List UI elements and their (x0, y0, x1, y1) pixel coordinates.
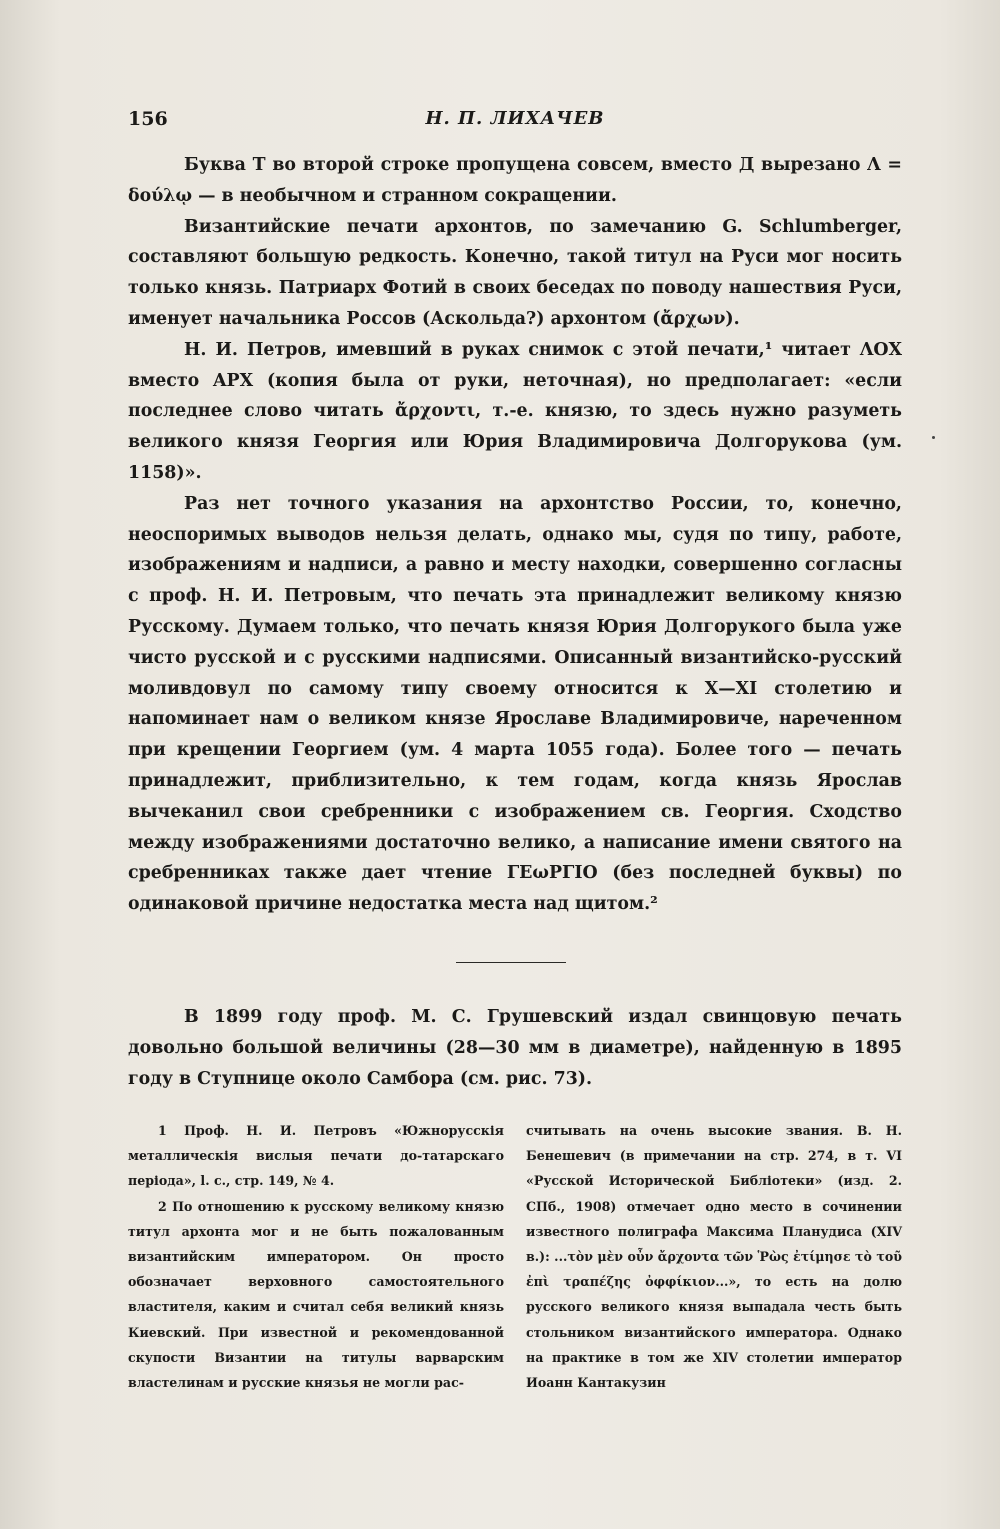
footnote: 1 Проф. Н. И. Петровъ «Южнорусскія металлическія вислыя печати до-татарскаго періода», l. c., стр. 149, № 4. (128, 1123, 504, 1189)
footnotes-right-column (526, 1118, 902, 1395)
footnote-continuation: считывать на очень высокие звания. В. Н. Бенешевич (в примечании на стр. 274, в т. VI «Русской Исторической Библіотеки» (изд. 2. СПб., 1908) отмечает одно место в сочинении известного полиграфа Максима Планудиса (XIV в.): ...τὸν μὲν οὖν ἄρχοντα τῶν Ῥὼς ἐτίμησε τὸ τοῦ ἐπὶ τραπέζης ὀφφίκιον...», то есть на долю русского великого князя выпадала честь быть стольником византийского императора. Однако на практике в том же XIV столетии император Иоанн Кантакузин (526, 1123, 902, 1391)
page-header (128, 108, 902, 136)
paragraph: Византийские печати архонтов, по замечанию G. Schlumberger, составляют большую редкость. Конечно, такой титул на Руси мог носить только князь. Патриарх Фотий в своих беседах по поводу нашествия Руси, именует начальника Россов (Аскольда?) архонтом (ἄρχων). (128, 216, 902, 329)
footnotes (128, 1118, 902, 1395)
footnotes-left-column (128, 1118, 504, 1395)
paragraph: Раз нет точного указания на архонтство России, то, конечно, неоспоримых выводов нельзя делать, однако мы, судя по типу, работе, изображениям и надписи, а равно и месту находки, совершенно согласны с проф. Н. И. Петровым, что печать эта принадлежит великому князю Русскому. Думаем только, что печать князя Юрия Долгорукого была уже чисто русской и с русскими надписями. Описанный византийско-русский моливдовул по самому типу своему относится к X—XI столетию и напоминает нам о великом князе Ярославе Владимировиче, нареченном при крещении Георгием (ум. 4 марта 1055 года). Более того — печать принадлежит, приблизительно, к тем годам, когда князь Ярослав вычеканил свои сребренники с изображением св. Георгия. Сходство между изображениями достаточно велико, а написание имени святого на сребренниках также дает чтение ΓΕωΡΓΙΟ (без последней буквы) по одинаковой причине недостатка места над щитом.² (128, 493, 902, 915)
section-divider (456, 962, 566, 963)
main-text (128, 150, 902, 920)
running-title: Н. П. ЛИХАЧЕВ (425, 108, 605, 129)
paragraph: Н. И. Петров, имевший в руках снимок с этой печати,¹ читает ΛΟΧ вместо ΑΡΧ (копия была от руки, неточная), но предполагает: «если последнее слово читать ἄρχοντι, т.-е. князю, то здесь нужно разуметь великого князя Георгия или Юрия Владимировича Долгорукова (ум. 1158)». (128, 339, 902, 483)
paragraph: Буква Т во второй строке пропущена совсем, вместо Д вырезано Λ = δούλῳ — в необычном и странном сокращении. (128, 155, 902, 206)
footnote: 2 По отношению к русскому великому князю титул архонта мог и не быть пожалованным византийским императором. Он просто обозначает верховного самостоятельного властителя, каким и считал себя великий князь Киевский. При известной и рекомендованной скупости Византии на титулы варварским властелинам и русские князья не могли рас- (128, 1198, 504, 1391)
paragraph: В 1899 году проф. М. С. Грушевский издал свинцовую печать довольно большой величины (28—30 мм в диаметре), найденную в 1895 году в Ступнице около Самбора (см. рис. 73). (128, 1007, 902, 1089)
ink-speck (932, 436, 935, 439)
second-section (128, 1002, 902, 1095)
page-number: 156 (128, 108, 168, 130)
